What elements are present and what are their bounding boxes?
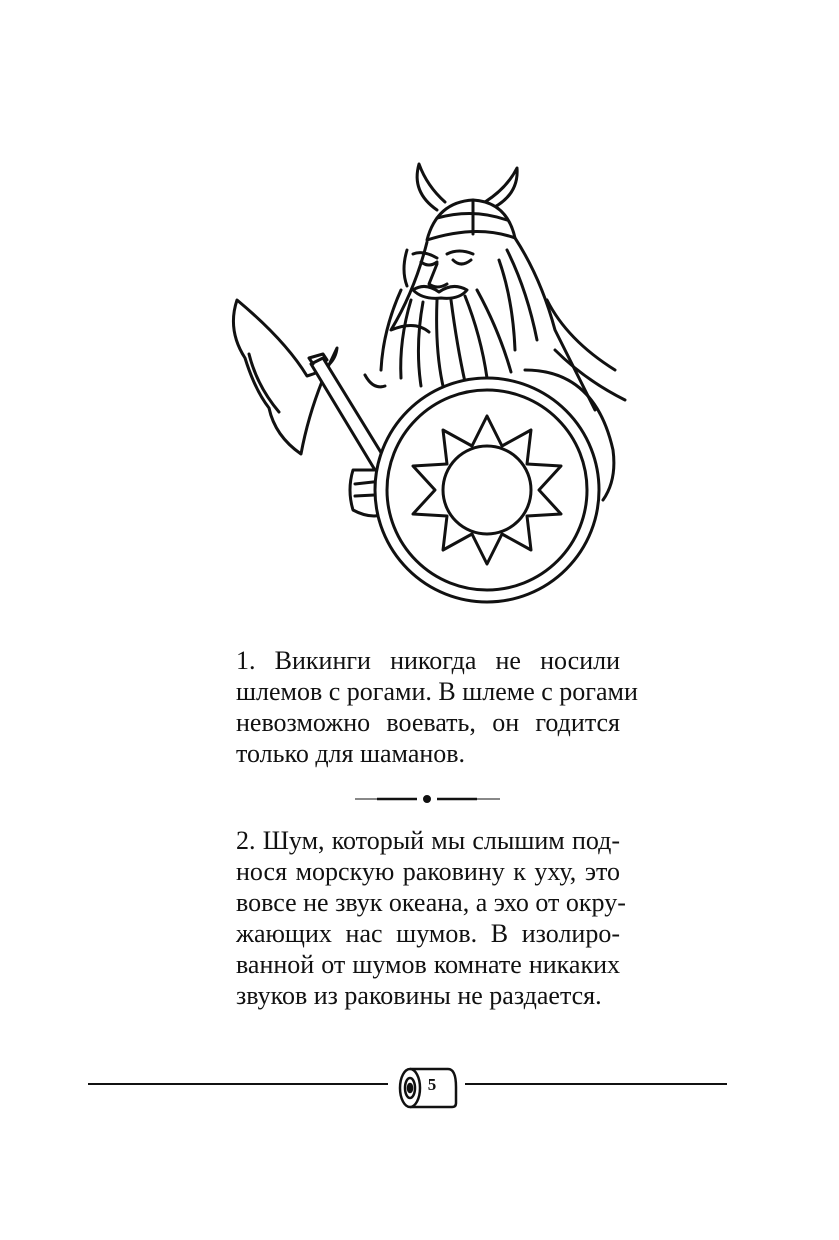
fact-2-line-4: жающих нас шумов. В изолиро- [236, 919, 620, 948]
footer-rule-left [88, 1083, 388, 1085]
page-number: 5 [427, 1075, 437, 1094]
viking-illustration [215, 150, 635, 620]
ornamental-divider-icon [355, 789, 500, 809]
footer-rule-right [465, 1083, 727, 1085]
fact-1 [236, 645, 638, 769]
fact-2-line-2: нося морскую раковину к уху, это [236, 857, 620, 886]
fact-2-line-6: звуков из раковины не раздается. [236, 981, 602, 1010]
fact-2 [236, 825, 626, 1011]
fact-2-line-1: 2. Шум, который мы слышим под- [236, 826, 620, 855]
fact-2-line-5: ванной от шумов комнате никаких [236, 950, 620, 979]
fact-1-line-2: шлемов с рогами. В шлеме с рогами [236, 677, 638, 706]
fact-1-line-1: 1. Викинги никогда не носили [236, 646, 620, 675]
fact-2-line-3: вовсе не звук океана, а эхо от окру- [236, 888, 626, 917]
fact-1-line-4: только для шаманов. [236, 739, 466, 768]
fact-1-line-3: невозможно воевать, он годится [236, 708, 620, 737]
